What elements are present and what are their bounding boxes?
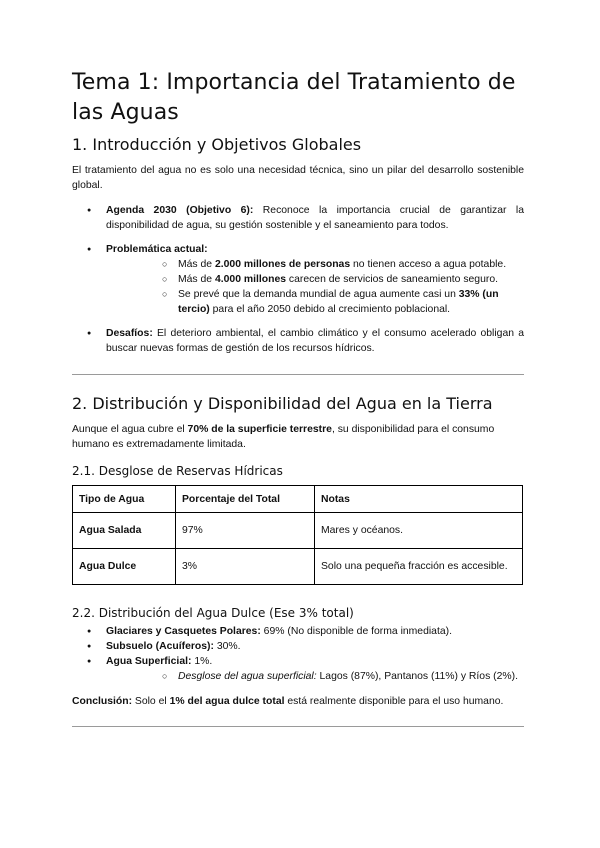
divider: [72, 726, 524, 727]
section-2-heading: 2. Distribución y Disponibilidad del Agua en la Tierra: [72, 394, 493, 413]
table-row: [73, 549, 523, 585]
page-title: Tema 1: Importancia del Tratamiento de las Aguas: [72, 70, 516, 125]
freshwater-list: [72, 624, 524, 684]
sublist-item: ○ Desglose del agua superficial: Lagos (87%), Pantanos (11%) y Ríos (2%).: [106, 669, 524, 684]
section-1-list: [72, 203, 524, 356]
table-cell: 3%: [176, 549, 315, 585]
column-header: Tipo de Agua: [73, 486, 176, 513]
column-header: Porcentaje del Total: [176, 486, 315, 513]
challenges-text: El deterioro ambiental, el cambio climático y el consumo acelerado obligan a buscar nuevas formas de gestión de los recursos hídricos.: [106, 328, 524, 354]
section-2-intro: Aunque el agua cubre el 70% de la superficie terrestre, su disponibilidad para el consumo humano es extremadamente limitada.: [72, 424, 495, 450]
challenges-label: Desafíos:: [106, 328, 153, 339]
table-cell: Agua Salada: [73, 513, 176, 549]
sublist-item: ○ Se prevé que la demanda mundial de agua aumente casi un 33% (un tercio) para el año 2050 debido al crecimiento poblacional.: [106, 287, 524, 317]
list-item: ● Subsuelo (Acuíferos): 30%.: [72, 639, 524, 654]
list-item: ● Glaciares y Casquetes Polares: 69% (No disponible de forma inmediata).: [72, 624, 524, 639]
surface-sublist: [106, 669, 524, 684]
problem-label: Problemática actual:: [106, 244, 208, 255]
table-row: [73, 513, 523, 549]
sublist-item: ○ Más de 2.000 millones de personas no tienen acceso a agua potable.: [106, 257, 524, 272]
divider: [72, 374, 524, 375]
agenda-label: Agenda 2030 (Objetivo 6):: [106, 205, 254, 216]
agenda-text: Reconoce la importancia crucial de garantizar la disponibilidad de agua, su gestión sostenible y el saneamiento para todos.: [106, 205, 524, 231]
section-1-heading: 1. Introducción y Objetivos Globales: [72, 135, 362, 154]
document-page: [72, 68, 524, 727]
table-cell: Agua Dulce: [73, 549, 176, 585]
list-item-agenda: [72, 203, 524, 233]
subsection-2-1-heading: 2.1. Desglose de Reservas Hídricas: [72, 464, 283, 478]
problem-sublist: [106, 257, 524, 317]
list-item-problem: [72, 242, 524, 317]
table-cell: Solo una pequeña fracción es accesible.: [315, 549, 523, 585]
conclusion: Conclusión: Solo el 1% del agua dulce total está realmente disponible para el uso humano.: [72, 696, 504, 707]
column-header: Notas: [315, 486, 523, 513]
subsection-2-2-heading: 2.2. Distribución del Agua Dulce (Ese 3% total): [72, 606, 354, 620]
water-reserves-table: [72, 485, 523, 585]
list-item-challenges: [72, 326, 524, 356]
sublist-item: ○ Más de 4.000 millones carecen de servicios de saneamiento seguro.: [106, 272, 524, 287]
list-item: ● Agua Superficial: 1%. ○ Desglose del agua superficial: Lagos (87%), Pantanos (11%) y Ríos (2%).: [72, 654, 524, 684]
table-cell: Mares y océanos.: [315, 513, 523, 549]
table-cell: 97%: [176, 513, 315, 549]
table-header-row: [73, 486, 523, 513]
section-1-intro: El tratamiento del agua no es solo una necesidad técnica, sino un pilar del desarrollo sostenible global.: [72, 165, 524, 191]
